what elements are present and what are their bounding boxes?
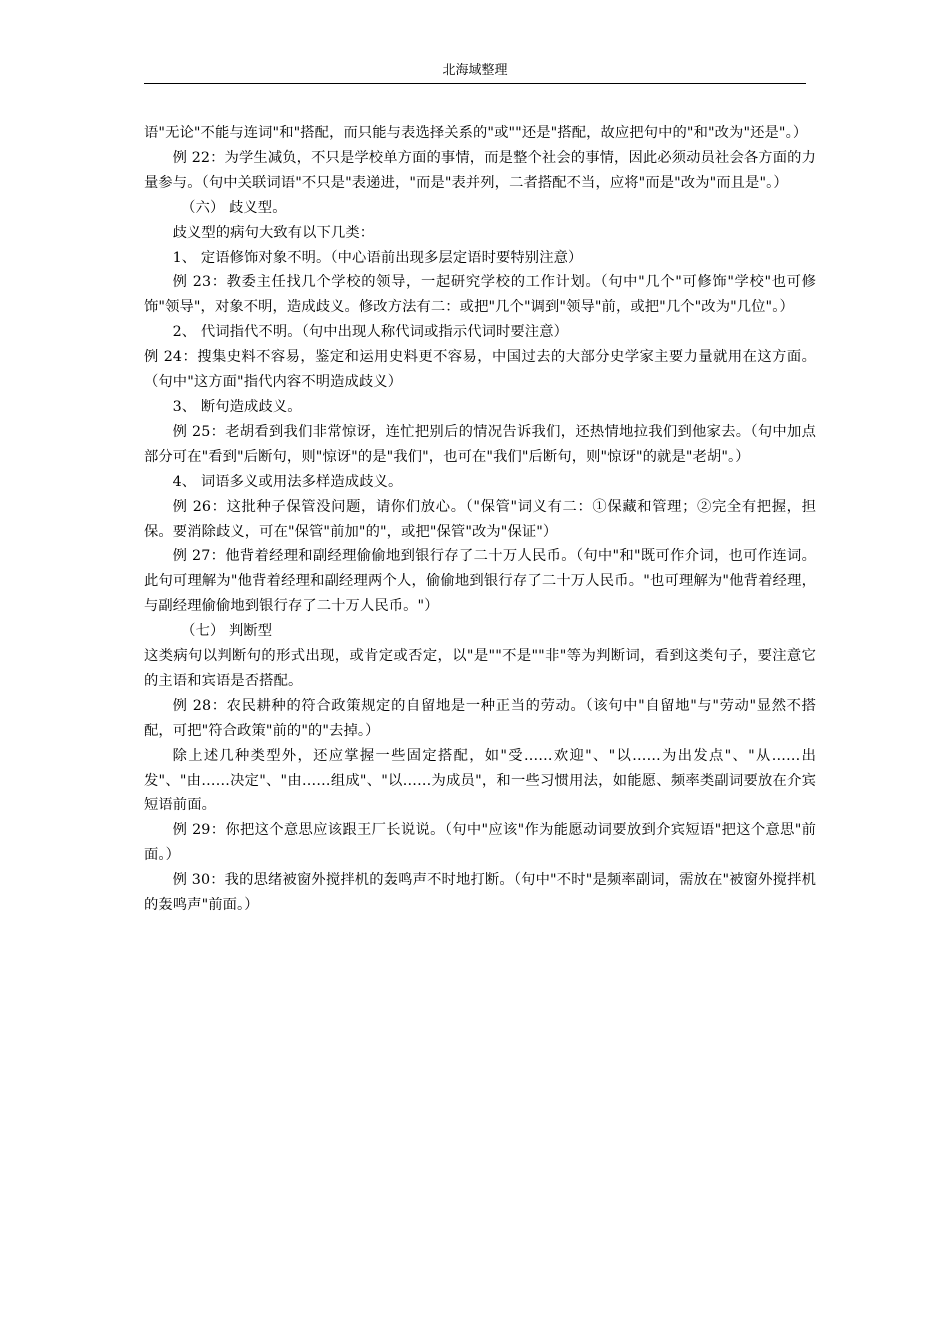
paragraph: 这类病句以判断句的形式出现，或肯定或否定，以"是""不是""非"等为判断词，看到这类句子，要注意它的主语和宾语是否搭配。: [144, 648, 816, 689]
paragraph-example-24: 例 24：搜集史料不容易，鉴定和运用史料更不容易，中国过去的大部分史学家主要力量就用在这方面。（句中"这方面"指代内容不明造成歧义）: [144, 349, 816, 391]
page-header: 北海域整理: [442, 63, 508, 78]
document-body: [144, 121, 816, 918]
header-divider: [144, 83, 806, 84]
subheading-1: 1、 定语修饰对象不明。（中心语前出现多层定语时要特别注意）: [172, 249, 583, 266]
paragraph: 语"无论"不能与连词"和"搭配，而只能与表选择关系的"或""还是"搭配，故应把句中的"和"改为"还是"。）: [144, 125, 808, 141]
subheading-2: 2、 代词指代不明。（句中出现人称代词或指示代词时要注意）: [172, 324, 568, 341]
subheading-4: 4、 词语多义或用法多样造成歧义。: [172, 473, 403, 490]
paragraph-example-30: 例 30：我的思绪被窗外搅拌机的轰鸣声不时地打断。（句中"不时"是频率副词，需放在"被窗外搅拌机的轰鸣声"前面。）: [144, 872, 816, 914]
paragraph: 歧义型的病句大致有以下几类：: [172, 224, 375, 241]
paragraph-example-27: 例 27：他背着经理和副经理偷偷地到银行存了二十万人民币。（句中"和"既可作介词，也可作连词。此句可理解为"他背着经理和副经理两个人，偷偷地到银行存了二十万人民币。"也可理解为"他背着经理，与副经理偷偷地到银行存了二十万人民币。"）: [144, 548, 816, 615]
section-heading-judgment: （七） 判断型: [181, 623, 273, 640]
paragraph-example-28: 例 28：农民耕种的符合政策规定的自留地是一种正当的劳动。（该句中"自留地"与"劳动"显然不搭配，可把"符合政策"前的"的"去掉。）: [144, 697, 816, 739]
paragraph: 除上述几种类型外，还应掌握一些固定搭配，如"受……欢迎"、"以……为出发点"、"从……出发"、"由……决定"、"由……组成"、"以……为成员"，和一些习惯用法，如能愿、频率类副词要放在介宾短语前面。: [144, 747, 816, 814]
paragraph-example-23: 例 23：教委主任找几个学校的领导，一起研究学校的工作计划。（句中"几个"可修饰"学校"也可修饰"领导"，对象不明，造成歧义。修改方法有二：或把"几个"调到"领导"前，或把"几个"改为"几位"。）: [144, 274, 816, 316]
subheading-3: 3、 断句造成歧义。: [172, 398, 302, 415]
paragraph-example-22: 例 22：为学生减负，不只是学校单方面的事情，而是整个社会的事情，因此必须动员社会各方面的力量参与。（句中关联词语"不只是"表递进，"而是"表并列，二者搭配不当，应将"而是"改为"而且是"。）: [144, 149, 816, 191]
section-heading-ambiguity: （六） 歧义型。: [181, 199, 287, 216]
paragraph-example-25: 例 25：老胡看到我们非常惊讶，连忙把别后的情况告诉我们，还热情地拉我们到他家去。（句中加点部分可在"看到"后断句，则"惊讶"的是"我们"，也可在"我们"后断句，则"惊讶"的就是"老胡"。）: [144, 423, 816, 465]
paragraph-example-26: 例 26：这批种子保管没问题，请你们放心。（"保管"词义有二：①保藏和管理；②完全有把握，担保。要消除歧义，可在"保管"前加"的"，或把"保管"改为"保证"）: [144, 498, 816, 540]
paragraph-example-29: 例 29：你把这个意思应该跟王厂长说说。（句中"应该"作为能愿动词要放到介宾短语"把这个意思"前面。）: [144, 822, 816, 864]
